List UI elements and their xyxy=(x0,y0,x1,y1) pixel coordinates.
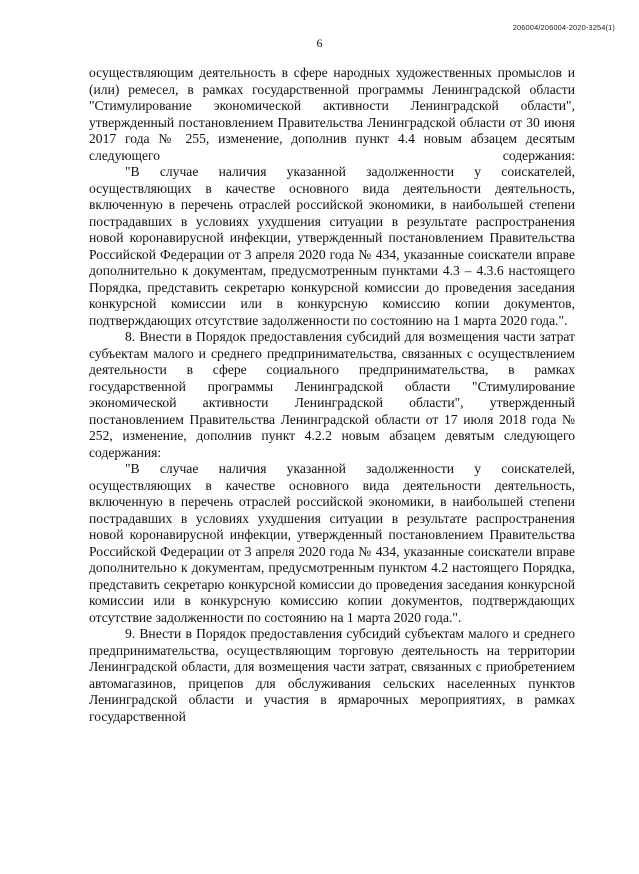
document-body xyxy=(89,65,575,725)
paragraph-continuation: осуществляющим деятельность в сфере народных художественных промыслов и (или) ремесел, в рамках государственной программы Ленинградской области "Стимулирование экономической активности Ленинградской области", утвержденный постановлением Правительства Ленинградской области от 30 июня 2017 года № 255, изменение, дополнив пункт 4.4 новым абзацем десятым следующего содержания: xyxy=(89,65,575,163)
paragraph-quote-2: "В случае наличия указанной задолженности у соискателей, осуществляющих в качестве основного вида деятельности деятельность, включенную в перечень отраслей российской экономики, в наибольшей степени пострадавших в условиях ухудшения ситуации в результате распространения новой коронавирусной инфекции, утвержденный постановлением Правительства Российской Федерации от 3 апреля 2020 года № 434, указанные соискатели вправе дополнительно к документам, предусмотренным пунктом 4.2 настоящего Порядка, представить секретарю конкурсной комиссии до проведения заседания конкурсной комиссии или в конкурсную комиссию копии документов, подтверждающих отсутствие задолженности по состоянию на 1 марта 2020 года.". xyxy=(89,461,575,625)
paragraph-item-9: 9. Внести в Порядок предоставления субсидий субъектам малого и среднего предпринимательства, осуществляющим торговую деятельность на территории Ленинградской области, для возмещения части затрат, связанных с приобретением автомагазинов, прицепов для обслуживания сельских населенных пунктов Ленинградской области и участия в ярмарочных мероприятиях, в рамках государственной xyxy=(89,626,575,724)
page-number: 6 xyxy=(316,36,323,50)
paragraph-quote-1: "В случае наличия указанной задолженности у соискателей, осуществляющих в качестве основного вида деятельности деятельность, включенную в перечень отраслей российской экономики, в наибольшей степени пострадавших в условиях ухудшения ситуации в результате распространения новой коронавирусной инфекции, утвержденный постановлением Правительства Российской Федерации от 3 апреля 2020 года № 434, указанные соискатели вправе дополнительно к документам, предусмотренным пунктами 4.3 – 4.3.6 настоящего Порядка, представить секретарю конкурсной комиссии до проведения заседания конкурсной комиссии или в конкурсную комиссию копии документов, подтверждающих отсутствие задолженности по состоянию на 1 марта 2020 года.". xyxy=(89,164,575,328)
document-id: 206004/206004-2020-3254(1) xyxy=(512,23,615,32)
paragraph-item-8: 8. Внести в Порядок предоставления субсидий для возмещения части затрат субъектам малого и среднего предпринимательства, связанных с осуществлением деятельности в сфере социального предпринимательства, в рамках государственной программы Ленинградской области "Стимулирование экономической активности Ленинградской области", утвержденный постановлением Правительства Ленинградской области от 17 июля 2018 года № 252, изменение, дополнив пункт 4.2.2 новым абзацем девятым следующего содержания: xyxy=(89,329,575,460)
